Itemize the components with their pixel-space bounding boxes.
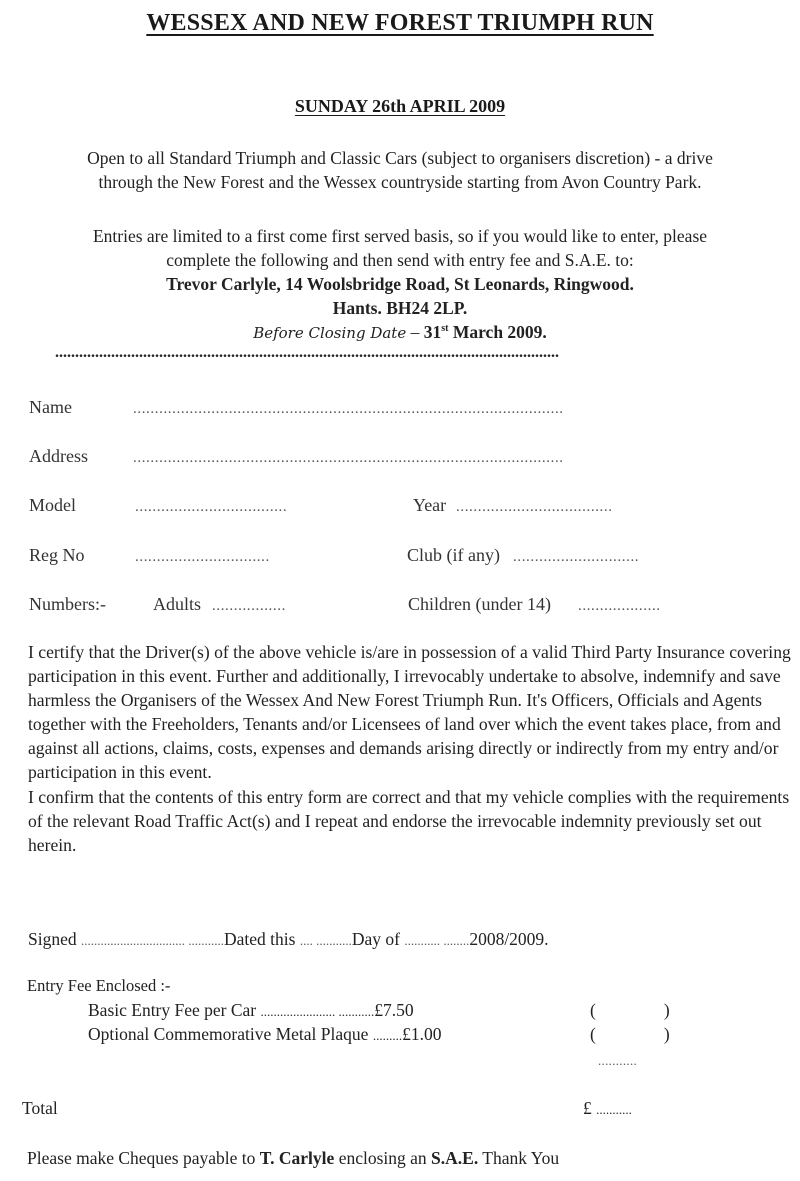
address-label: Address [29,446,88,466]
closing-date-label: Before Closing Date [253,324,407,342]
declaration-paragraph-confirmation: I confirm that the contents of this entry form are correct and that my vehicle complies with the requirements of the relevant Road Traffic Act(s) and I repeat and endorse the irrevocable indemnity previously set out herein. [28,786,790,855]
fee-item-label: Optional Commemorative Metal Plaque [88,1024,369,1044]
year-field[interactable]: .................................... [456,499,613,515]
organiser-address-line-2: Hants. BH24 2LP. [332,298,468,318]
model-field[interactable]: ................................... [135,499,288,515]
intro-line-2: through the New Forest and the Wessex countryside starting from Avon Country Park. [98,172,702,192]
fee-item-basic-entry [88,1000,414,1021]
declaration [28,640,800,857]
day-of-field[interactable]: ........... ........ [404,933,470,948]
club-field[interactable]: ............................. [513,549,640,565]
title-text: WESSEX AND NEW FOREST TRIUMPH RUN [146,10,654,36]
closing-day-suffix: st [441,323,449,335]
intro-line-1: Open to all Standard Triumph and Classic Cars (subject to organisers discretion) - a drive [87,148,713,168]
year-label: Year [413,495,447,515]
bracket-open: ( [590,1024,596,1044]
fee-item-basic-entry-checkbox[interactable] [590,1000,670,1021]
total-dots: ........... [596,1102,632,1117]
adults-label: Adults [153,594,202,614]
total-label: Total [22,1098,58,1118]
signature-line [28,929,549,950]
fee-item-dots: ......... [372,1028,403,1043]
closing-day: 31 [423,322,442,342]
subtotal-field[interactable]: ........... [598,1053,638,1068]
footer-middle: enclosing an [334,1148,432,1168]
fee-item-price: £1.00 [402,1024,442,1044]
sae-text: S.A.E. [431,1148,479,1168]
footer-prefix: Please make Cheques payable to [27,1148,260,1168]
dated-field[interactable]: .... ........... [299,933,352,948]
footer-suffix: Thank You [478,1148,560,1168]
payee-name: T. Carlyle [259,1148,335,1168]
model-label: Model [29,495,76,515]
address-field[interactable]: ................................................................................................... [133,450,564,466]
separator-dotted-line: .............................................................................................................................. [55,344,559,361]
organiser-address-line-1: Trevor Carlyle, 14 Woolsbridge Road, St Leonards, Ringwood. [166,274,634,294]
total-field[interactable] [583,1098,632,1119]
closing-month-year: March 2009. [448,322,547,342]
signed-field[interactable]: ................................ ........... [81,933,224,948]
document-title [0,10,800,37]
signature-year: 2008/2009. [469,929,549,949]
children-label: Children (under 14) [408,594,551,614]
reg-no-field[interactable]: ............................... [135,549,270,565]
fee-item-label: Basic Entry Fee per Car [88,1000,257,1020]
bracket-open: ( [590,1000,596,1020]
fee-item-price: £7.50 [374,1000,414,1020]
fee-item-metal-plaque-checkbox[interactable] [590,1024,670,1045]
signed-label: Signed [28,929,77,949]
bracket-close: ) [663,1000,670,1020]
children-field[interactable]: ................... [578,598,661,614]
bracket-close: ) [663,1024,670,1044]
fee-item-dots: ....................... ........... [260,1004,375,1019]
entries-line-1: Entries are limited to a first come first served basis, so if you would like to enter, please [92,226,708,246]
event-date-text: SUNDAY 26th APRIL 2009 [294,96,506,116]
event-date [0,96,800,117]
name-field[interactable]: ................................................................................................... [133,401,564,417]
numbers-label: Numbers:- [29,594,106,614]
day-of-label: Day of [351,929,400,949]
payment-instructions [27,1148,559,1169]
total-currency: £ [583,1098,592,1118]
club-label: Club (if any) [407,545,500,565]
dated-label: Dated this [224,929,296,949]
closing-dash: – [406,322,424,342]
reg-no-label: Reg No [29,545,85,565]
fee-item-metal-plaque [88,1024,441,1045]
entry-fee-heading: Entry Fee Enclosed :- [27,976,171,995]
declaration-paragraph-indemnity: I certify that the Driver(s) of the above vehicle is/are in possession of a valid Third Party Insurance covering participation in this event. Further and additionally, I irrevocably undertake to absolve, indemnify and save harmless the Organisers of the Wessex And New Forest Triumph Run. It's Officers, Officials and Agents together with the Freeholders, Tenants and/or Licensees of land over which the event takes place, from and against all actions, claims, costs, expenses and demands arising directly or indirectly from my entry and/or participation in this event. [28,642,791,783]
entries-line-2: complete the following and then send with entry fee and S.A.E. to: [166,250,634,270]
name-label: Name [29,397,72,417]
adults-field[interactable]: ................. [212,598,286,614]
closing-date [0,322,800,343]
